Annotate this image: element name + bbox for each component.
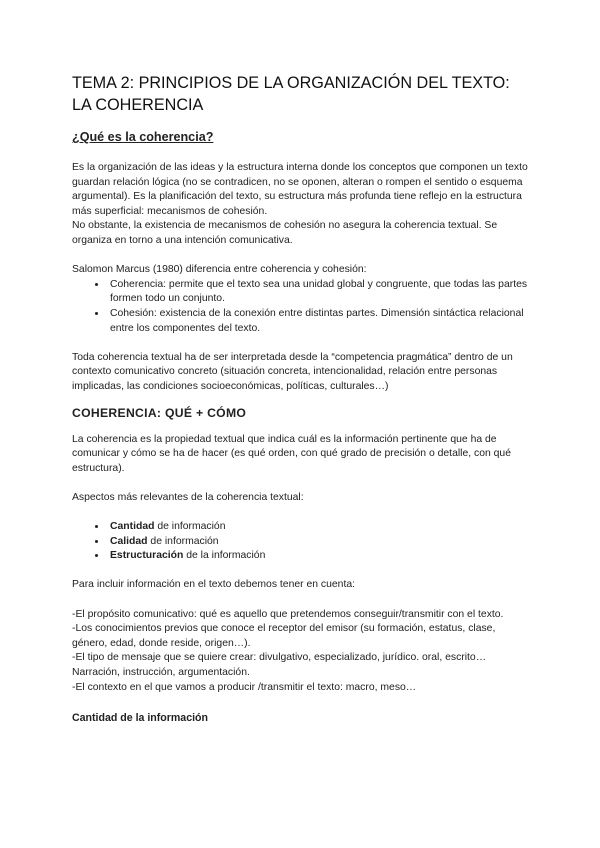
aspect-bold: Calidad — [110, 535, 148, 547]
page-title — [72, 72, 532, 116]
aspects-intro: Aspectos más relevantes de la coherencia textual: — [72, 491, 304, 503]
list-item-estructuracion — [107, 549, 532, 564]
aspect-bold: Estructuración — [110, 550, 184, 562]
consideration-context: -El contexto en el que vamos a producir /transmitir el texto: macro, meso… — [72, 681, 417, 693]
aspect-rest: de información — [154, 521, 226, 533]
title-line-1: TEMA 2: PRINCIPIOS DE LA ORGANIZACIÓN DEL TEXTO: — [72, 74, 510, 92]
aspect-rest: de la información — [183, 550, 266, 562]
aspect-rest: de información — [147, 535, 219, 547]
consideration-purpose: -El propósito comunicativo: qué es aquello que pretendemos conseguir/transmitir con el texto. — [72, 608, 504, 620]
consideration-message-type: -El tipo de mensaje que se quiere crear: divulgativo, especializado, jurídico. oral, escrito… Narración, instrucción, argumentación. — [72, 652, 487, 678]
title-line-2: LA COHERENCIA — [72, 96, 204, 114]
paragraph-property: La coherencia es la propiedad textual que indica cuál es la información pertinente que ha de comunicar y cómo se ha de hacer (es qué orden, con qué grado de precisión o detalle, con qué estructura). — [72, 433, 511, 474]
paragraph-definition — [72, 161, 532, 249]
section-heading-cantidad: Cantidad de la información — [72, 712, 208, 725]
section-heading-que-como: COHERENCIA: QUÉ + CÓMO — [72, 405, 247, 420]
document-content — [72, 72, 532, 726]
marcus-list — [72, 278, 532, 336]
include-intro: Para incluir información en el texto debemos tener en cuenta: — [72, 579, 356, 591]
aspects-list — [72, 520, 532, 564]
considerations-block — [72, 608, 532, 696]
paragraph-definition-text: Es la organización de las ideas y la estructura interna donde los conceptos que componen un texto guardan relación lógica (no se contradicen, no se oponen, alteran o rompen el sentido o esquema argumental). Es la planificación del texto, su estructura más profunda tiene reflejo en la estructura más superficial: mecanismos de cohesión. — [72, 162, 528, 217]
marcus-intro: Salomon Marcus (1980) diferencia entre coherencia y cohesión: — [72, 264, 367, 276]
section-heading-que-es: ¿Qué es la coherencia? — [72, 130, 214, 144]
paragraph-cohesion-note: No obstante, la existencia de mecanismos de cohesión no asegura la coherencia textual. Se organiza en torno a una intención comunicativa. — [72, 220, 498, 246]
list-item-cohesion: • Cohesión: existencia de la conexión entre distintas partes. Dimensión sintáctica relacional entre los componentes del texto. — [107, 307, 532, 336]
list-item-cantidad — [107, 520, 532, 535]
consideration-prior-knowledge: -Los conocimientos previos que conoce el receptor del emisor (su formación, estatus, clase, género, edad, donde reside, origen…). — [72, 623, 496, 649]
list-item-calidad — [107, 535, 532, 550]
aspect-bold: Cantidad — [110, 521, 155, 533]
list-item-coherencia: • Coherencia: permite que el texto sea una unidad global y congruente, que todas las partes formen todo un conjunto. — [107, 278, 532, 307]
paragraph-pragmatic: Toda coherencia textual ha de ser interpretada desde la “competencia pragmática” dentro de un contexto comunicativo concreto (situación concreta, intencionalidad, relación entre personas implicadas, las condiciones socioeconómicas, políticas, culturales…) — [72, 351, 513, 392]
